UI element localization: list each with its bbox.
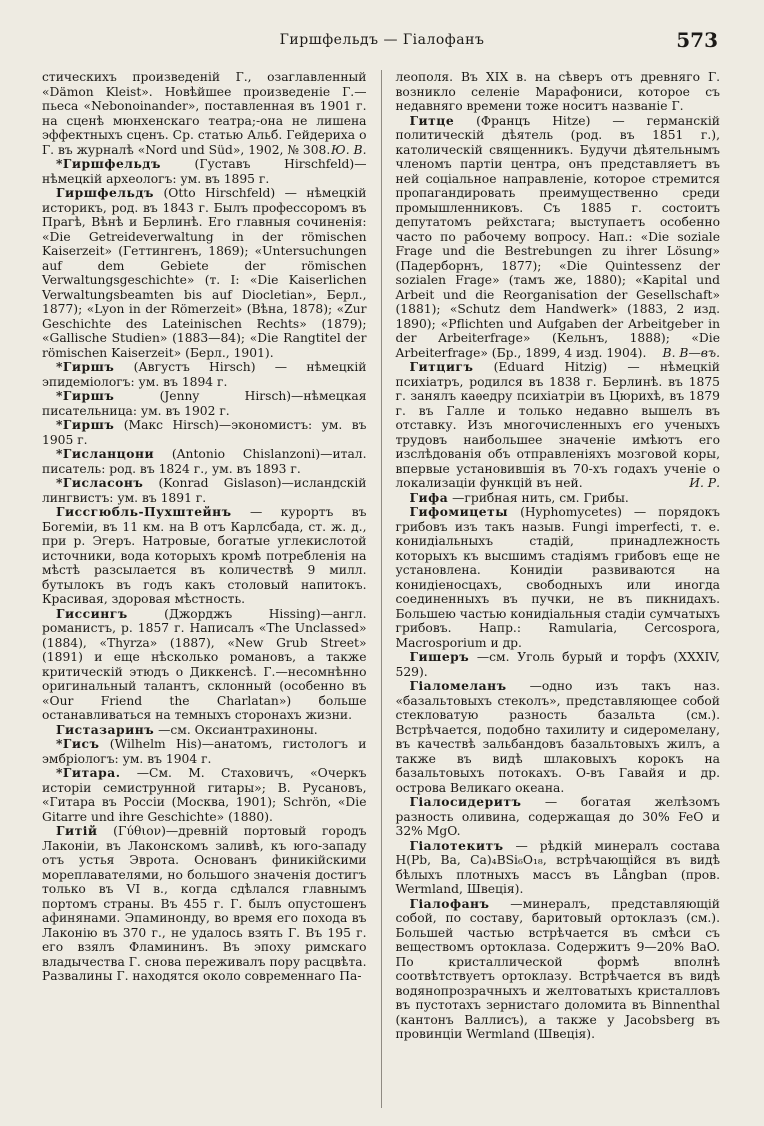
entry-headword: *Гиршъ bbox=[56, 359, 115, 374]
dictionary-entry bbox=[42, 737, 367, 766]
entry-text: (Konrad Gislason)—исландскій лингвистъ: ум. въ 1891 г. bbox=[42, 476, 367, 505]
dictionary-entry bbox=[396, 795, 721, 839]
entry-text: —одно изъ такъ наз. «базальтовыхъ стеколъ», представляющее собой стекловатую разность базальта (см.). Встрѣчается, подобно тахилиту и сидеромелану, въ качествѣ зальбандовъ базальтовыхъ жилъ, а также въ видѣ шлаковыхъ корокъ на базальтовыхъ потокахъ. О-въ Гавайя и др. острова Великаго океана. bbox=[395, 679, 720, 795]
page-number: 573 bbox=[676, 28, 718, 52]
dictionary-entry bbox=[42, 723, 367, 738]
left-column bbox=[42, 70, 367, 1108]
entry-headword: Гіалосидеритъ bbox=[409, 794, 522, 809]
entry-headword: Гифомицеты bbox=[409, 504, 509, 519]
entry-text: —см. Оксиантрахиноны. bbox=[158, 722, 318, 737]
entry-text: (Hyphomycetes) — порядокъ грибовъ изъ такъ назыв. Fungi imperfecti, т. е. конидіальныхъ стадій, принадлежность которыхъ къ высшимъ стадіямъ грибовъ еще не установлена. Конидіи развиваются на конидіеносцахъ, свободныхъ или иногда соединенныхъ въ пучки, не въ пикнидахъ. Большею частью конидіальныя стадіи сумчатыхъ грибовъ. Напр.: Ramularia, Cercospora, Macrosporium и др. bbox=[395, 505, 720, 650]
entry-text: —см. Уголь бурый и торфъ (XXXIV, 529). bbox=[395, 650, 720, 679]
entry-headword: *Гиршъ bbox=[56, 417, 115, 432]
dictionary-entry bbox=[396, 491, 721, 506]
entry-text: (Jenny Hirsch)—нѣмецкая писательница: ум. въ 1902 г. bbox=[42, 389, 367, 418]
dictionary-entry bbox=[396, 679, 721, 795]
dictionary-entry bbox=[42, 186, 367, 360]
entry-text: леополя. Въ XIX в. на сѣверъ отъ древняго Г. возникло селеніе Марафониси, которое съ недавняго времени тоже носитъ названіе Г. bbox=[395, 70, 720, 113]
dictionary-entry bbox=[396, 360, 721, 491]
entry-text: (Францъ Hitze) — германскій политическій дѣятель (род. въ 1851 г.), католическій священникъ. Будучи дѣятельнымъ членомъ партіи центра, онъ представляетъ въ ней соціальное направленіе, которое стремится пропагандировать преимущественно среди промышленниковъ. Съ 1885 г. состоитъ депутатомъ рейхстага; выступаетъ особенно часто по рабочему вопросу. Нап.: «Die soziale Frage und die Bestrebungen zu ihrer Lösung» (Падерборнъ, 1877); «Die Quintessenz der sozialen Frage» (тамъ же, 1880); «Kapital und Arbeit und die Reorganisation der Gesellschaft» (1881); «Schutz dem Handwerk» (1883, 2 изд. 1890); «Pflichten und Aufgaben der Arbeitgeber in der Arbeiterfrage» (Кельнъ, 1888); «Die Arbeiterfrage» (Бр., 1899, 4 изд. 1904). bbox=[395, 113, 720, 360]
entry-headword: Гіалотекитъ bbox=[409, 837, 504, 853]
entry-text: (Otto Hirschfeld) — нѣмецкій историкъ, род. въ 1843 г. Былъ профессоромъ въ Прагѣ, Вѣнѣ и Берлинѣ. Его главныя сочиненія: «Die Getreideverwaltung in der römischen Kaiserzeit» (Геттингенъ, 1869); «Untersuchungen auf dem Gebiete der römischen Verwaltungsgeschichte» (т. I: «Die Kaiserlichen Verwaltungsbeamten bis auf Diocletian», Берл., 1877); «Lyon in der Römerzeit» (Вѣна, 1878); «Zur Geschichte des Lateinischen Rechts» (1879); «Gallische Studien» (1883—84); «Die Rangtitel der römischen Kaiserzeit» (Берл., 1901). bbox=[42, 186, 367, 360]
dictionary-entry bbox=[396, 114, 721, 361]
entry-headword: Гитій bbox=[56, 823, 98, 838]
dictionary-entry bbox=[42, 360, 367, 389]
entry-headword: *Гисъ bbox=[56, 736, 100, 751]
entry-headword: Гиссингъ bbox=[56, 605, 128, 621]
dictionary-entry bbox=[396, 650, 721, 679]
entry-headword: Гиссгюбль-Пухштейнъ bbox=[56, 504, 232, 519]
entry-headword: *Гисланцони bbox=[56, 446, 155, 461]
entry-headword: Гіаломеланъ bbox=[409, 678, 507, 693]
dictionary-entry bbox=[42, 389, 367, 418]
dictionary-entry bbox=[396, 70, 721, 114]
entry-text: (Γύθιον)—древній портовый городъ Лаконіи, въ Лаконскомъ заливѣ, къ юго-западу отъ устья Эврота. Основанъ финикійскими мореплавателями, но большого значенія достигъ только въ VI в., когда сдѣлался главнымъ портомъ страны. Въ 455 г. Г. былъ опустошенъ афинянами. Эпаминонду, во время его похода въ Лаконію въ 370 г., не удалось взять Г. Въ 195 г. его взялъ Фламининъ. Въ эпоху римскаго владычества Г. снова переживалъ пору расцвѣта. Развалины Г. находятся около современнаго Па- bbox=[42, 824, 367, 983]
entry-text: стическихъ произведеній Г., озаглавленный «Dämon Kleist». Новѣйшее произведеніе Г.—пьеса «Nebonoinander», поставленная въ 1901 г. на сценѣ мюнхенскаго театра;-она не лишена эффектныхъ сценъ. Ср. статью Альб. Гейдериха о Г. въ журналѣ «Nord und Süd», 1902, № 308. bbox=[42, 70, 367, 157]
entry-headword: Гитцигъ bbox=[409, 359, 474, 374]
text-columns bbox=[42, 70, 720, 1108]
entry-text: —минералъ, представляющій собой, по составу, баритовый ортоклазъ (см.). Большей частью встрѣчается въ смѣси съ веществомъ ортоклаза. Содержитъ 9—20% BaO. По кристаллической формѣ вполнѣ соотвѣтствуетъ ортоклазу. Встрѣчается въ видѣ водянопрозрачныхъ и желтоватыхъ кристалловъ въ пустотахъ зернистаго доломита въ Binnenthal (кантонъ Валлисъ), а также у Jacobsberg въ провинціи Wermland (Швеція). bbox=[395, 896, 720, 1041]
entry-headword: Гіалофанъ bbox=[409, 895, 490, 911]
entry-text: — богатая желѣзомъ разность оливина, содержащая до 30% FeO и 32% MgO. bbox=[395, 795, 720, 838]
dictionary-entry bbox=[42, 505, 367, 607]
dictionary-entry bbox=[42, 824, 367, 984]
dictionary-entry bbox=[42, 766, 367, 824]
dictionary-entry bbox=[42, 157, 367, 186]
entry-headword: Гитце bbox=[409, 112, 455, 128]
entry-headword: *Гитара. bbox=[56, 765, 121, 780]
entry-text: (Густавъ Hirschfeld)—нѣмецкій археологъ: ум. въ 1895 г. bbox=[42, 157, 367, 186]
entry-headword: *Гиршъ bbox=[56, 388, 115, 403]
entry-headword: *Гиршфельдъ bbox=[56, 156, 161, 171]
author-signature: Ю. В. bbox=[331, 142, 367, 157]
entry-text: — рѣдкій минералъ состава H(Pb, Ba, Ca)₄BSi₆O₁₈, встрѣчающійся въ видѣ бѣлыхъ плотныхъ массъ въ Långban (пров. Wermland, Швеція). bbox=[395, 838, 720, 896]
dictionary-entry bbox=[396, 897, 721, 1042]
page-header bbox=[58, 24, 718, 64]
dictionary-entry bbox=[42, 70, 367, 157]
entry-text: —грибная нить, см. Грибы. bbox=[452, 490, 629, 505]
entry-text: (Antonio Chislanzoni)—итал. писатель: род. въ 1824 г., ум. въ 1893 г. bbox=[42, 447, 367, 476]
column-divider bbox=[381, 70, 382, 1108]
dictionary-entry bbox=[42, 607, 367, 723]
entry-headword: Гистазаринъ bbox=[56, 721, 155, 737]
author-signature: В. В—въ. bbox=[662, 345, 720, 360]
entry-text: (Макс Hirsch)—экономистъ: ум. въ 1905 г. bbox=[42, 418, 367, 447]
dictionary-entry bbox=[396, 839, 721, 897]
entry-headword: Гишеръ bbox=[409, 649, 470, 664]
dictionary-entry bbox=[396, 505, 721, 650]
right-column bbox=[396, 70, 721, 1108]
entry-headword: Гиршфельдъ bbox=[56, 185, 154, 200]
running-title: Гиршфельдъ — Гіалофанъ bbox=[279, 32, 485, 48]
dictionary-entry bbox=[42, 476, 367, 505]
entry-headword: *Гисласонъ bbox=[56, 475, 144, 490]
dictionary-entry bbox=[42, 418, 367, 447]
dictionary-entry bbox=[42, 447, 367, 476]
entry-headword: Гифа bbox=[409, 489, 449, 505]
entry-text: (Августъ Hirsch) — нѣмецкій эпидеміологъ: ум. въ 1894 г. bbox=[42, 360, 367, 389]
entry-text: (Джорджъ Hissing)—англ. романистъ, р. 1857 г. Написалъ «The Unclassed» (1884), «Thyrza» (1887), «New Grub Street» (1891) и еще нѣсколько романовъ, а также критическій этюдъ о Диккенсѣ. Г.—несомнѣнно оригинальный талантъ, склонный (особенно въ «Our Friend the Charlatan») больше останавливаться на темныхъ сторонахъ жизни. bbox=[42, 606, 367, 722]
entry-text: —См. М. Стаховичъ, «Очеркъ исторіи семиструнной гитары»; В. Русановъ, «Гитара въ Россіи (Москва, 1901); Schrön, «Die Gitarre und ihre Geschichte» (1880). bbox=[42, 766, 367, 824]
entry-text: — курортъ въ Богеміи, въ 11 км. на В отъ Карлсбада, ст. ж. д., при р. Эгеръ. Натровые, богатые углекислотой источники, вода которыхъ кромѣ потребленія на мѣстѣ разсылается въ количествѣ 9 милл. бутылокъ въ годъ какъ столовый напитокъ. Красивая, здоровая мѣстность. bbox=[42, 505, 367, 606]
entry-text: (Eduard Hitzig) — нѣмецкій психіатръ, родился въ 1838 г. Берлинѣ. въ 1875 г. занялъ каѳедру психіатріи въ Цюрихѣ, въ 1879 г. въ Галле и только недавно вышелъ въ отставку. Изъ многочисленныхъ его ученыхъ трудовъ наибольшее значеніе имѣютъ его изслѣдованія объ отправленіяхъ мозговой коры, впервые установившія въ 70-хъ годахъ ученіе о локализаціи функцій въ ней. bbox=[395, 360, 720, 490]
author-signature: И. Р. bbox=[689, 476, 720, 490]
entry-text: (Wilhelm His)—анатомъ, гистологъ и эмбріологъ: ум. въ 1904 г. bbox=[42, 737, 367, 766]
